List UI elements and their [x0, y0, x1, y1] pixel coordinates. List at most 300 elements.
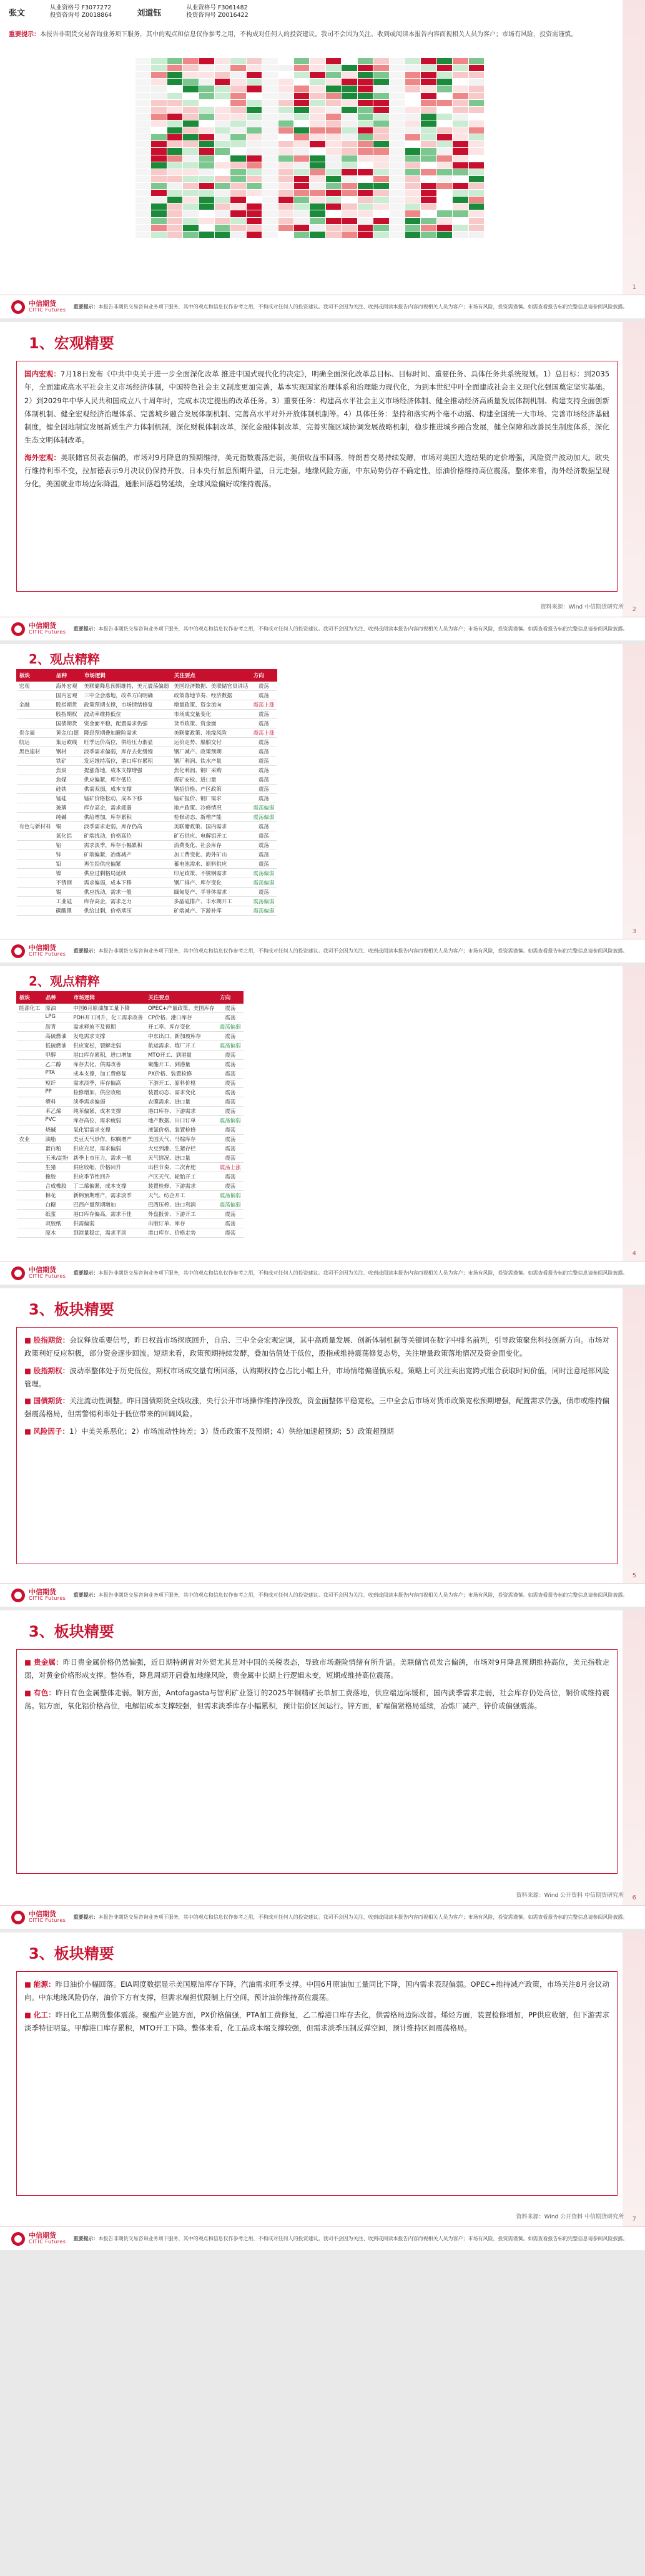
- cell-focus: 钢厂排产、库存变化: [171, 878, 250, 888]
- heatmap-cell: [135, 155, 151, 162]
- disclaimer-text: 本报告非期货交易咨询业务项下服务，其中的观点和信息仅作参考之用，不构成对任何人的投资建议。我司不会因为关注、收到或阅读本报告内容而视相关人员为客户；市场有风险，投资需谨慎。如需查看报告标的完整信息请参阅风险披露。: [98, 2235, 628, 2241]
- cell-dir: 震荡偏弱: [250, 803, 277, 813]
- heatmap-cell: [199, 169, 214, 175]
- source-note: 资料来源：Wind 公开资料 中信期货研究所: [516, 1893, 624, 1899]
- citic-logo: [11, 2232, 66, 2246]
- cell-logic: 库存去化，供需改善: [71, 1060, 145, 1069]
- heatmap-cell: [199, 182, 214, 189]
- heatmap-cell: [342, 148, 357, 155]
- treasury-para: [24, 1394, 609, 1421]
- cell-item: PP: [43, 1088, 71, 1097]
- footer: [0, 295, 645, 318]
- table-row: [17, 897, 277, 906]
- cell-sec: [17, 1022, 43, 1032]
- heatmap-cell: [183, 99, 199, 106]
- heatmap-cell: [453, 231, 468, 238]
- heatmap-cell: [421, 86, 436, 92]
- cell-focus: 下游开工、原料价格: [145, 1079, 217, 1088]
- heatmap-cell: [389, 58, 405, 65]
- heatmap-cell: [357, 141, 373, 148]
- heatmap-cell: [453, 106, 468, 113]
- cell-dir: 震荡上涨: [217, 1163, 244, 1172]
- heatmap-cell: [294, 72, 310, 79]
- column-header: 方向: [250, 670, 277, 682]
- page-6: [0, 1610, 645, 1932]
- heatmap-cell: [405, 79, 420, 86]
- cell-sec: [17, 1116, 43, 1125]
- heatmap-cell: [373, 169, 389, 175]
- heatmap-cell: [135, 65, 151, 72]
- heatmap-cell: [453, 141, 468, 148]
- heatmap-cell: [436, 210, 452, 217]
- heatmap-cell: [310, 162, 325, 169]
- heatmap-cell: [436, 141, 452, 148]
- cell-focus: 大豆到港、生猪存栏: [145, 1144, 217, 1153]
- heatmap-cell: [278, 197, 293, 203]
- cell-dir: 震荡偏弱: [250, 813, 277, 822]
- heatmap-cell: [151, 120, 167, 127]
- heatmap-cell: [167, 197, 182, 203]
- heatmap-cell: [405, 65, 420, 72]
- cell-sec: [17, 1191, 43, 1200]
- heatmap-cell: [421, 190, 436, 197]
- cell-focus: 天气情况、进口量: [145, 1153, 217, 1163]
- cell-dir: 震荡: [250, 738, 277, 747]
- heatmap-cell: [436, 113, 452, 120]
- heatmap-cell: [310, 72, 325, 79]
- cell-item: 棉花: [43, 1191, 71, 1200]
- heatmap-cell: [310, 58, 325, 65]
- cell-item: 原木: [43, 1228, 71, 1238]
- cell-sec: [17, 1013, 43, 1022]
- heatmap-cell: [325, 148, 341, 155]
- page-number: 4: [632, 1250, 636, 1257]
- heatmap-cell: [215, 106, 230, 113]
- heatmap-cell: [310, 134, 325, 141]
- logo-en: CITIC Futures: [29, 1917, 66, 1924]
- heatmap-cell: [230, 217, 246, 224]
- heatmap-cell: [357, 127, 373, 134]
- para-label: 国内宏观：: [24, 370, 61, 378]
- heatmap-cell: [325, 65, 341, 72]
- heatmap-cell: [325, 141, 341, 148]
- heatmap-cell: [421, 148, 436, 155]
- column-header: 板块: [17, 992, 43, 1004]
- cell-logic: 供应扰动，需求一般: [81, 888, 171, 897]
- source-note: 资料来源：Wind 公开资料 中信期货研究所: [516, 2214, 624, 2220]
- heatmap-cell: [421, 203, 436, 210]
- cell-sec: [17, 785, 54, 794]
- heatmap-cell: [135, 92, 151, 99]
- heatmap-cell: [310, 210, 325, 217]
- cell-logic: 需求淡季，库存小幅累积: [81, 841, 171, 850]
- cell-logic: 成本支撑，加工费修复: [71, 1069, 145, 1079]
- heatmap-cell: [294, 203, 310, 210]
- heatmap-cell: [278, 175, 293, 182]
- table-row: [17, 869, 277, 878]
- heatmap-cell: [389, 148, 405, 155]
- heatmap-cell: [230, 155, 246, 162]
- heatmap-cell: [246, 231, 262, 238]
- heatmap-row: [135, 99, 485, 106]
- heatmap-cell: [421, 197, 436, 203]
- heatmap-cell: [151, 203, 167, 210]
- heatmap-cell: [389, 79, 405, 86]
- cell-dir: 震荡: [250, 831, 277, 841]
- cell-sec: [17, 1097, 43, 1107]
- table-row: [17, 785, 277, 794]
- page-7: [0, 1932, 645, 2250]
- disclaimer-text: 本报告非期货交易咨询业务项下服务，其中的观点和信息仅作参考之用，不构成对任何人的投资建议。我司不会因为关注、收到或阅读本报告内容而视相关人员为客户；市场有风险，投资需谨慎。如需查看报告标的完整信息请参阅风险披露。: [98, 1914, 628, 1920]
- heatmap-cell: [405, 106, 420, 113]
- logo-icon: [11, 944, 25, 958]
- cell-logic: 淡季需求偏弱: [71, 1097, 145, 1107]
- para-label: 风险因子：: [33, 1426, 70, 1436]
- heatmap-cell: [342, 99, 357, 106]
- heatmap-cell: [215, 197, 230, 203]
- heatmap-cell: [389, 106, 405, 113]
- heatmap-cell: [373, 86, 389, 92]
- heatmap-cell: [294, 169, 310, 175]
- heatmap-cell: [325, 127, 341, 134]
- heatmap-cell: [421, 127, 436, 134]
- para-label: 海外宏观：: [24, 453, 61, 462]
- logo-en: CITIC Futures: [29, 2239, 66, 2245]
- heatmap-cell: [183, 92, 199, 99]
- heatmap-cell: [135, 197, 151, 203]
- heatmap-cell: [436, 127, 452, 134]
- heatmap-cell: [468, 182, 484, 189]
- analyst-name-2: 刘道钰: [137, 8, 162, 18]
- heatmap-cell: [167, 203, 182, 210]
- heatmap-cell: [246, 134, 262, 141]
- logo-icon: [11, 1589, 25, 1602]
- heatmap-cell: [468, 217, 484, 224]
- heatmap-cell: [389, 127, 405, 134]
- para-text: 昨日贵金属价格仍然偏强，近日期特朗普对外贸尤其是对中国的关税表态，导致市场避险情绪有所升温。美联储官员发言偏鸽，市场对9月降息预期维持高位，美元指数走弱，对黄金价格形成支撑。整体看，降息周期开启叠加地缘风险，贵金属中长期上行逻辑未变，短期或维持高位震荡。: [24, 1658, 610, 1680]
- page-number: 6: [632, 1894, 636, 1901]
- page-3: [0, 644, 645, 966]
- cell-sec: [17, 1163, 43, 1172]
- heatmap-cell: [215, 224, 230, 231]
- heatmap-cell: [453, 99, 468, 106]
- table-row: [17, 1125, 244, 1135]
- page-1: [0, 0, 645, 322]
- table-row: [17, 1013, 244, 1022]
- table-row: [17, 1191, 244, 1200]
- cell-logic: 提涨落地，成本支撑增强: [81, 766, 171, 775]
- heatmap-cell: [310, 113, 325, 120]
- heatmap-cell: [183, 120, 199, 127]
- footer: [0, 939, 645, 962]
- cell-dir: 震荡: [217, 1069, 244, 1079]
- heatmap-cell: [389, 92, 405, 99]
- heatmap-cell: [278, 72, 293, 79]
- heatmap-cell: [389, 162, 405, 169]
- heatmap-cell: [468, 79, 484, 86]
- heatmap-cell: [135, 134, 151, 141]
- heatmap-cell: [135, 190, 151, 197]
- heatmap-cell: [199, 203, 214, 210]
- heatmap-cell: [278, 141, 293, 148]
- footer: [0, 1583, 645, 1607]
- heatmap-cell: [278, 182, 293, 189]
- table-row: [17, 1079, 244, 1088]
- table-row: [17, 1153, 244, 1163]
- table-row: [17, 1219, 244, 1228]
- heatmap-cell: [436, 92, 452, 99]
- cell-item: 高硫燃油: [43, 1032, 71, 1041]
- heatmap-cell: [199, 99, 214, 106]
- heatmap-cell: [342, 224, 357, 231]
- heatmap-cell: [167, 120, 182, 127]
- heatmap-cell: [389, 182, 405, 189]
- heatmap-cell: [278, 155, 293, 162]
- cell-sec: [17, 1079, 43, 1088]
- cell-focus: 钢厂利润、铁水产量: [171, 757, 250, 766]
- heatmap-cell: [294, 141, 310, 148]
- heatmap-cell: [215, 127, 230, 134]
- heatmap-cell: [436, 155, 452, 162]
- heatmap-cell: [405, 155, 420, 162]
- cell-focus: 产区天气、轮胎开工: [145, 1172, 217, 1182]
- heatmap-cell: [373, 134, 389, 141]
- heatmap-cell: [167, 210, 182, 217]
- heatmap-cell: [215, 155, 230, 162]
- cell-sec: [17, 906, 54, 916]
- heatmap-cell: [246, 217, 262, 224]
- heatmap-cell: [453, 92, 468, 99]
- heatmap-cell: [342, 134, 357, 141]
- section-title: 3、板块精要: [29, 1301, 114, 1318]
- heatmap-cell: [436, 190, 452, 197]
- heatmap-cell: [325, 79, 341, 86]
- heatmap-cell: [246, 79, 262, 86]
- cell-logic: 丁二烯偏紧，成本支撑: [71, 1182, 145, 1191]
- disclaimer: [73, 1914, 634, 1921]
- heatmap-cell: [167, 92, 182, 99]
- heatmap-cell: [436, 99, 452, 106]
- heatmap-cell: [262, 92, 278, 99]
- bullet-icon: ■: [24, 1688, 34, 1697]
- logo-en: CITIC Futures: [29, 307, 66, 313]
- heatmap-cell: [357, 190, 373, 197]
- heatmap-cell: [453, 127, 468, 134]
- cell-logic: 供应偏紧，库存低位: [81, 775, 171, 785]
- heatmap-cell: [262, 141, 278, 148]
- heatmap-cell: [294, 86, 310, 92]
- heatmap-cell: [246, 182, 262, 189]
- cell-logic: 新棉预期增产，需求淡季: [71, 1191, 145, 1200]
- heatmap-cell: [230, 203, 246, 210]
- heatmap-cell: [453, 155, 468, 162]
- heatmap-cell: [183, 141, 199, 148]
- cell-focus: 装置动态、需求变化: [145, 1088, 217, 1097]
- cell-item: 氧化铝: [54, 831, 82, 841]
- heatmap-cell: [436, 224, 452, 231]
- table-row: [17, 850, 277, 859]
- heatmap-cell: [262, 99, 278, 106]
- column-header: 品种: [54, 670, 82, 682]
- decorative-stripe: [623, 644, 645, 962]
- heatmap-cell: [278, 86, 293, 92]
- cell-logic: 供需偏弱: [71, 1219, 145, 1228]
- heatmap-cell: [135, 72, 151, 79]
- heatmap-cell: [453, 210, 468, 217]
- cell-dir: 震荡: [217, 1144, 244, 1153]
- heatmap-cell: [199, 217, 214, 224]
- heatmap-cell: [151, 113, 167, 120]
- cell-item: 国内宏观: [54, 691, 82, 700]
- logo-en: CITIC Futures: [29, 951, 66, 957]
- disclaimer-label: 重要提示：: [73, 625, 99, 632]
- heatmap-cell: [294, 106, 310, 113]
- heatmap-cell: [373, 148, 389, 155]
- heatmap-cell: [436, 217, 452, 224]
- heatmap-cell: [468, 72, 484, 79]
- table-row: [17, 738, 277, 747]
- heatmap-cell: [246, 210, 262, 217]
- cell-logic: 供应过剩格局延续: [81, 869, 171, 878]
- decorative-stripe: [623, 966, 645, 1285]
- cell-item: 玉米/淀粉: [43, 1153, 71, 1163]
- cell-sec: [17, 841, 54, 850]
- heatmap-cell: [342, 72, 357, 79]
- heatmap-cell: [357, 182, 373, 189]
- heatmap-cell: [183, 217, 199, 224]
- heatmap-cell: [294, 210, 310, 217]
- cell-dir: 震荡偏弱: [250, 878, 277, 888]
- table-row: [17, 691, 277, 700]
- cell-sec: 航运: [17, 738, 54, 747]
- heatmap-cell: [278, 92, 293, 99]
- heatmap-cell: [278, 169, 293, 175]
- table-row: [17, 1032, 244, 1041]
- heatmap-cell: [294, 217, 310, 224]
- heatmap-cell: [421, 155, 436, 162]
- cell-dir: 震荡: [217, 1125, 244, 1135]
- cell-sec: [17, 1182, 43, 1191]
- cell-sec: [17, 794, 54, 803]
- cell-logic: 矿端偏紧，冶炼减产: [81, 850, 171, 859]
- heatmap-cell: [405, 175, 420, 182]
- heatmap-cell: [199, 92, 214, 99]
- heatmap-cell: [310, 120, 325, 127]
- heatmap-cell: [294, 182, 310, 189]
- table-row: [17, 859, 277, 869]
- heatmap-cell: [310, 127, 325, 134]
- heatmap-cell: [468, 86, 484, 92]
- cell-dir: 震荡: [250, 775, 277, 785]
- domestic-macro-para: [24, 368, 609, 448]
- cell-sec: [17, 1107, 43, 1116]
- heatmap-row: [135, 106, 485, 113]
- heatmap-cell: [230, 210, 246, 217]
- heatmap-cell: [294, 120, 310, 127]
- para-label: 有色：: [34, 1688, 56, 1697]
- cell-item: 锌: [54, 850, 82, 859]
- heatmap-cell: [453, 148, 468, 155]
- heatmap-cell: [199, 127, 214, 134]
- heatmap-cell: [325, 134, 341, 141]
- heatmap-cell: [262, 79, 278, 86]
- heatmap-cell: [357, 210, 373, 217]
- heatmap-cell: [357, 86, 373, 92]
- heatmap-cell: [135, 120, 151, 127]
- heatmap-cell: [215, 162, 230, 169]
- cell-dir: 震荡: [250, 691, 277, 700]
- heatmap-cell: [262, 197, 278, 203]
- heatmap-cell: [230, 65, 246, 72]
- heatmap-cell: [357, 203, 373, 210]
- cell-focus: PX价格、装置检修: [145, 1069, 217, 1079]
- cell-sec: [17, 766, 54, 775]
- heatmap-cell: [453, 113, 468, 120]
- section-title: 3、板块精要: [29, 1945, 114, 1962]
- cell-logic: 供给过剩，价格承压: [81, 906, 171, 916]
- heatmap-cell: [294, 162, 310, 169]
- heatmap-cell: [151, 79, 167, 86]
- logo-en: CITIC Futures: [29, 629, 66, 635]
- heatmap-cell: [246, 113, 262, 120]
- heatmap-cell: [373, 127, 389, 134]
- heatmap-cell: [453, 86, 468, 92]
- heatmap-cell: [436, 79, 452, 86]
- heatmap-cell: [342, 169, 357, 175]
- heatmap-cell: [325, 197, 341, 203]
- heatmap-cell: [436, 231, 452, 238]
- heatmap-cell: [373, 190, 389, 197]
- heatmap-cell: [310, 190, 325, 197]
- heatmap-cell: [342, 175, 357, 182]
- content-box: [16, 361, 618, 592]
- table-row: [17, 757, 277, 766]
- heatmap-cell: [215, 231, 230, 238]
- para-text: 7月18日发布《中共中央关于进一步全面深化改革 推进中国式现代化的决定》，明确全面深化改革总目标、目标时间、重要任务、具体任务共系统规划。1）总目标：到2035年，全面建成高水平社会主义市场经济体制，中国特色社会主义制度更加完善，基本实现国家治理体系和治理能力现代化，为到本世纪中叶全面建成社会主义现代化强国奠定坚实基础。2）到2029年中华人民共和国成立八十周年时，完成本决定提出的改革任务。3）重要任务：构建高水平社会主义市场经济体制、健全推动经济高质量发展体制机制、构建支持全面创新体制机制、健全宏观经济治理体系、完善城乡融合发展体制机制、完善高水平对外开放体制机制等。4）具体任务：坚持和落实两个毫不动摇、构建全国统一大市场、完善市场经济基础制度，健全因地制宜发展新质生产力体制机制，深化财税体制改革，深化金融体制改革，完善实施区域协调发展战略机制，稳步推进城乡融合发展，健全保障和改善民生制度体系，深化生态文明体制改革。: [24, 370, 610, 445]
- heatmap-cell: [325, 155, 341, 162]
- heatmap-cell: [389, 210, 405, 217]
- cell-focus: 货币政策、资金面: [171, 719, 250, 728]
- cell-dir: 震荡: [217, 1097, 244, 1107]
- cell-dir: 震荡: [217, 1210, 244, 1219]
- heatmap-cell: [310, 231, 325, 238]
- cell-sec: [17, 1172, 43, 1182]
- heatmap-cell: [357, 92, 373, 99]
- heatmap-cell: [199, 106, 214, 113]
- cell-logic: 淡季需求走弱，库存仍高: [81, 822, 171, 831]
- heatmap-row: [135, 217, 485, 224]
- bullet-icon: ■: [24, 1336, 34, 1344]
- heatmap-cell: [215, 113, 230, 120]
- cell-sec: [17, 1219, 43, 1228]
- heatmap-cell: [468, 169, 484, 175]
- heatmap-cell: [151, 169, 167, 175]
- heatmap-cell: [453, 203, 468, 210]
- heatmap-cell: [183, 127, 199, 134]
- table-row: [17, 1116, 244, 1125]
- heatmap-cell: [262, 148, 278, 155]
- cell-focus: 地产数据、出口订单: [145, 1116, 217, 1125]
- heatmap-cell: [215, 58, 230, 65]
- heatmap-cell: [135, 58, 151, 65]
- cell-focus: 焦化利润、钢厂采购: [171, 766, 250, 775]
- heatmap-cell: [468, 113, 484, 120]
- column-header: 市场逻辑: [71, 992, 145, 1004]
- cell-logic: 港口库存偏高，需求不佳: [71, 1210, 145, 1219]
- heatmap-cell: [468, 190, 484, 197]
- heatmap-cell: [405, 99, 420, 106]
- cell-item: 低硫燃油: [43, 1041, 71, 1050]
